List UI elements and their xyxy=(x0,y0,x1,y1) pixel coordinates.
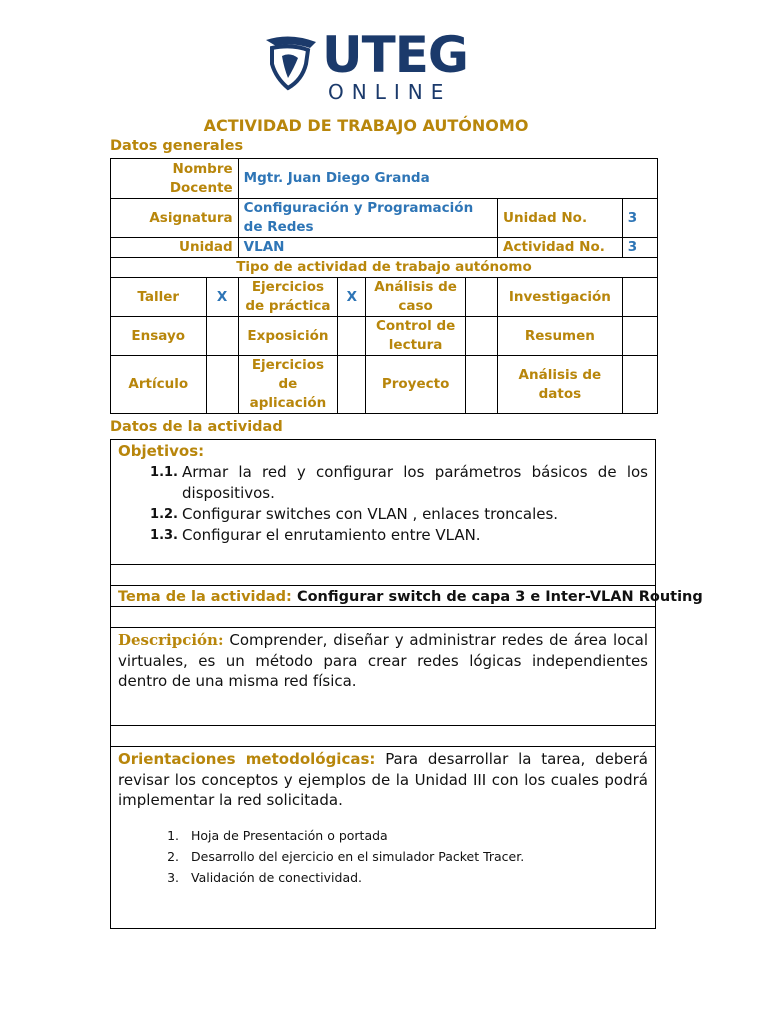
objectives-box xyxy=(110,439,656,565)
type-label: Taller xyxy=(111,278,207,317)
guidelines-text: Para desarrollar la tarea, deberá revisar los conceptos y ejemplos de la Unidad III con los cuales podrá implementar la red solicitada. xyxy=(118,750,648,809)
type-label: Resumen xyxy=(498,317,623,356)
step-text: Validación de conectividad. xyxy=(191,869,363,885)
description-box xyxy=(110,627,656,726)
step-text: Desarrollo del ejercicio en el simulador Packet Tracer. xyxy=(191,848,525,864)
spacer-row xyxy=(110,606,656,628)
list-item xyxy=(118,846,648,867)
type-mark xyxy=(206,317,238,356)
unidad-no-label: Unidad No. xyxy=(498,199,623,238)
uteg-logo xyxy=(262,26,477,108)
type-mark: X xyxy=(338,278,366,317)
objectives-heading: Objetivos: xyxy=(118,442,205,460)
actividad-no-label: Actividad No. xyxy=(498,238,623,258)
spacer-row xyxy=(110,725,656,747)
logo-brand: UTEG xyxy=(322,26,468,84)
guidelines-label: Orientaciones metodológicas: xyxy=(118,750,376,768)
description-label: Descripción: xyxy=(118,631,224,649)
type-mark xyxy=(465,317,497,356)
nombre-docente-value: Mgtr. Juan Diego Granda xyxy=(238,159,657,199)
objective-number: 1.1. xyxy=(150,465,178,480)
nombre-docente-label: Nombre Docente xyxy=(111,159,239,199)
step-text: Hoja de Presentación o portada xyxy=(191,827,388,843)
general-data-table xyxy=(110,158,658,414)
type-label: Artículo xyxy=(111,356,207,414)
lion-shield-icon xyxy=(262,34,320,92)
type-mark xyxy=(338,317,366,356)
guidelines-box xyxy=(110,746,656,929)
topic-label: Tema de la actividad: xyxy=(118,589,292,605)
type-label: Proyecto xyxy=(366,356,466,414)
type-label: Control de lectura xyxy=(366,317,466,356)
type-mark xyxy=(465,356,497,414)
objective-number: 1.3. xyxy=(150,528,178,543)
type-label: Exposición xyxy=(238,317,338,356)
type-mark: X xyxy=(206,278,238,317)
section-general-heading: Datos generales xyxy=(110,138,244,154)
list-item xyxy=(118,867,648,888)
type-label: Ejercicios de aplicación xyxy=(238,356,338,414)
type-mark xyxy=(206,356,238,414)
type-label: Análisis de datos xyxy=(498,356,623,414)
topic-box xyxy=(110,585,703,607)
list-item xyxy=(118,825,648,846)
objectives-list xyxy=(118,462,648,546)
objective-text: Armar la red y configurar los parámetros básicos de los dispositivos. xyxy=(182,463,648,502)
tipo-actividad-label: Tipo de actividad de trabajo autónomo xyxy=(111,258,658,278)
list-item xyxy=(118,504,648,525)
asignatura-label: Asignatura xyxy=(111,199,239,238)
objective-text: Configurar switches con VLAN , enlaces troncales. xyxy=(182,505,559,523)
type-mark xyxy=(622,278,657,317)
logo-sub: ONLINE xyxy=(328,80,452,104)
type-label: Análisis de caso xyxy=(366,278,466,317)
unidad-no-value: 3 xyxy=(622,199,657,238)
list-item xyxy=(118,525,648,546)
list-item xyxy=(118,462,648,504)
step-number: 1. xyxy=(167,827,179,843)
objective-text: Configurar el enrutamiento entre VLAN. xyxy=(182,526,481,544)
type-label: Investigación xyxy=(498,278,623,317)
type-label: Ejercicios de práctica xyxy=(238,278,338,317)
steps-list xyxy=(118,825,648,888)
type-mark xyxy=(622,317,657,356)
type-mark xyxy=(338,356,366,414)
type-mark xyxy=(465,278,497,317)
page-title: ACTIVIDAD DE TRABAJO AUTÓNOMO xyxy=(203,116,529,135)
section-activity-heading: Datos de la actividad xyxy=(110,419,283,435)
spacer-row xyxy=(110,564,656,586)
step-number: 2. xyxy=(167,848,179,864)
topic-value: Configurar switch de capa 3 e Inter-VLAN Routing xyxy=(296,589,703,605)
description-text: Comprender, diseñar y administrar redes de área local virtuales, es un método para crear redes lógicas independientes dentro de una misma red física. xyxy=(118,631,648,690)
actividad-no-value: 3 xyxy=(622,238,657,258)
asignatura-value: Configuración y Programación de Redes xyxy=(238,199,497,238)
step-number: 3. xyxy=(167,869,179,885)
unidad-label: Unidad xyxy=(111,238,239,258)
type-label: Ensayo xyxy=(111,317,207,356)
unidad-value: VLAN xyxy=(238,238,497,258)
objective-number: 1.2. xyxy=(150,507,178,522)
type-mark xyxy=(622,356,657,414)
